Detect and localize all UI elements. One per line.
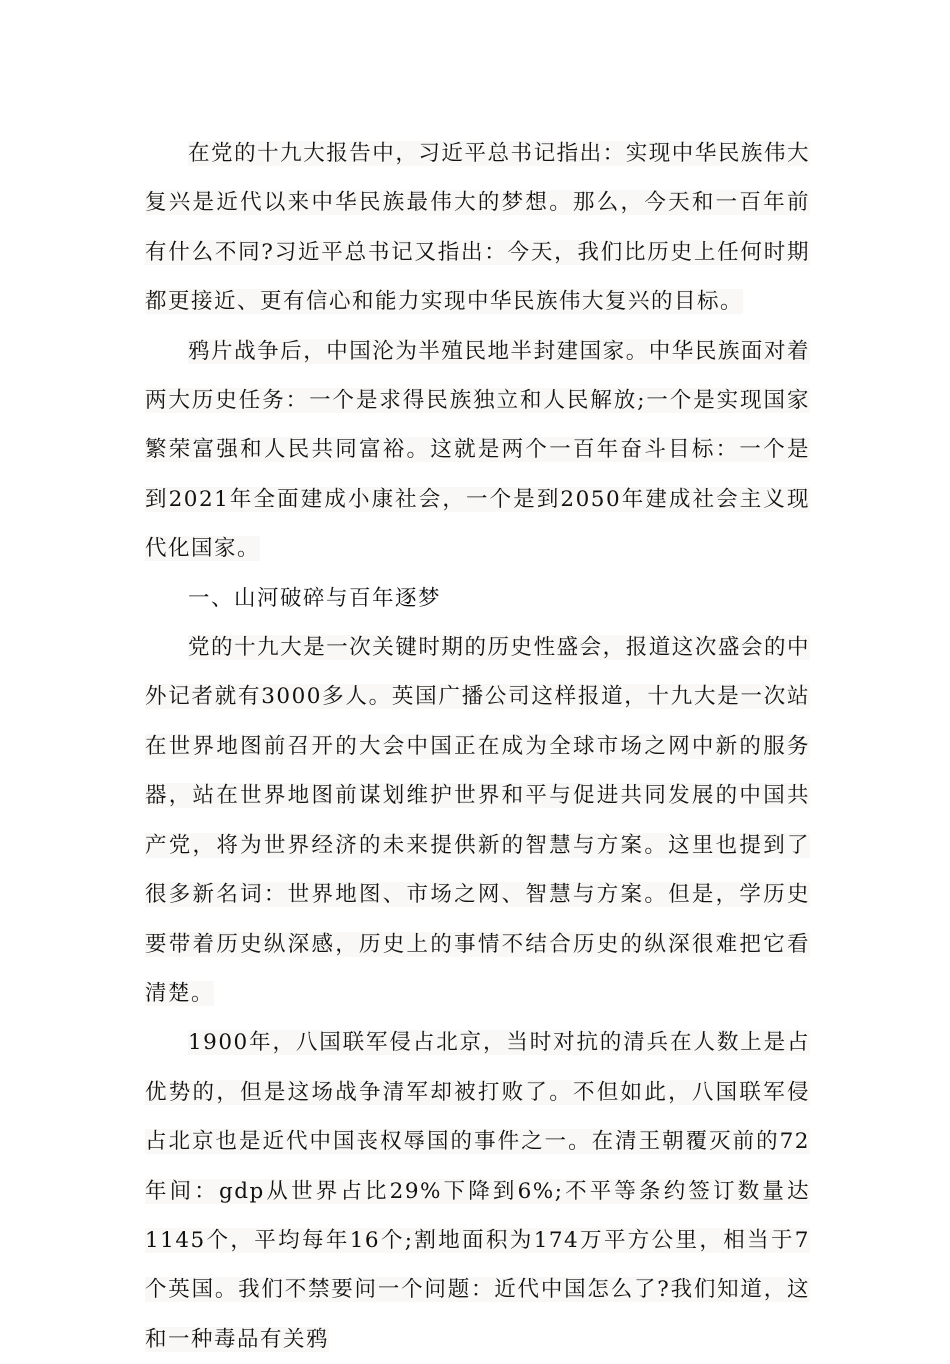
paragraph-nineteenth-congress	[145, 623, 810, 1018]
heading-text: 一、山河破碎与百年逐梦	[188, 585, 442, 611]
paragraph-text: 在党的十九大报告中，习近平总书记指出：实现中华民族伟大复兴是近代以来中华民族最伟大的梦想。那么，今天和一百年前有什么不同?习近平总书记又指出：今天，我们比历史上任何时期都更接近、更有信心和能力实现中华民族伟大复兴的目标。	[145, 141, 810, 315]
document-body	[145, 129, 810, 1364]
paragraph-text: 1900年，八国联军侵占北京，当时对抗的清兵在人数上是占优势的，但是这场战争清军却被打败了。不但如此，八国联军侵占北京也是近代中国丧权辱国的事件之一。在清王朝覆灭前的72年间：gdp从世界占比29%下降到6%;不平等条约签订数量达1145个，平均每年16个;割地面积为174万平方公里，相当于7个英国。我们不禁要问一个问题：近代中国怎么了?我们知道，这和一种毒品有关鸦	[145, 1030, 810, 1352]
paragraph-text: 鸦片战争后，中国沦为半殖民地半封建国家。中华民族面对着两大历史任务：一个是求得民族独立和人民解放;一个是实现国家繁荣富强和人民共同富裕。这就是两个一百年奋斗目标：一个是到2021年全面建成小康社会，一个是到2050年建成社会主义现代化国家。	[145, 338, 810, 562]
section-heading	[145, 574, 810, 623]
paragraph-opium-war	[145, 327, 810, 574]
paragraph-1900-eight-nation	[145, 1018, 810, 1364]
paragraph-text: 党的十九大是一次关键时期的历史性盛会，报道这次盛会的中外记者就有3000多人。英国广播公司这样报道，十九大是一次站在世界地图前召开的大会中国正在成为全球市场之网中新的服务器，站在世界地图前谋划维护世界和平与促进共同发展的中国共产党，将为世界经济的未来提供新的智慧与方案。这里也提到了很多新名词：世界地图、市场之网、智慧与方案。但是，学历史要带着历史纵深感，历史上的事情不结合历史的纵深很难把它看清楚。	[145, 635, 810, 1006]
paragraph-party-congress-report	[145, 129, 810, 327]
